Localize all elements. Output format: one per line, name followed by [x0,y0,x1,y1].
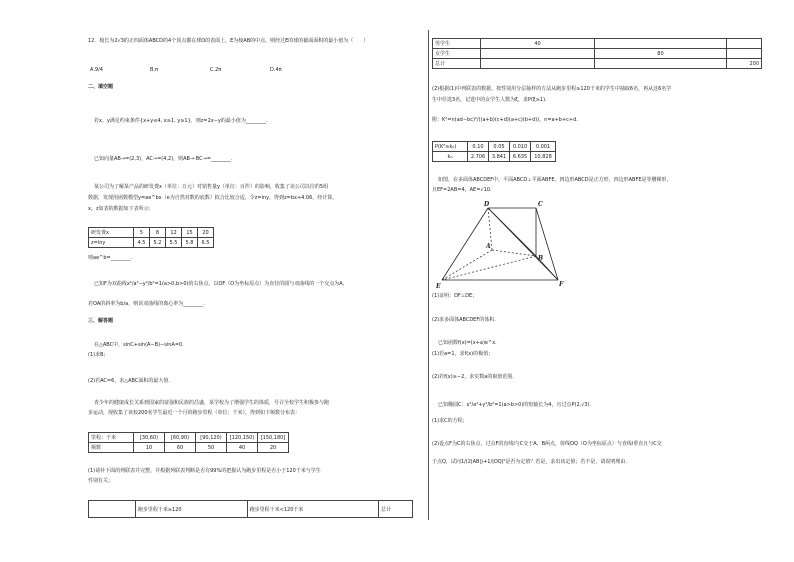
table-cell: 5.8 [182,238,198,248]
table-cell: 研发费x [89,228,134,238]
contingency-table-header [88,500,413,518]
table-cell [594,59,727,69]
question-21: 已知椭圆C：x²/a²+y²/b²=1(a>b>0)的短轴长为4，且过点P(2,√3). [438,402,592,408]
table-cell: 跑步里程千米≥120 [135,501,247,518]
table-cell: 6.635 [510,152,531,162]
question-15-line1: 某公司为了解某产品的研发费x（单位：万元）对销售量y（单位：百件）的影响，收集了该公司以往的5组 [94,184,329,190]
table-row [89,228,214,238]
option-c: C.2π [210,67,222,73]
question-13: 若x、y满足约束条件{x+y≤4, x≥1, y≥1}，则z=2x−y的最小值为________. [94,118,268,124]
table-row [433,59,762,69]
table-row [433,39,762,49]
label-c: C [538,201,543,208]
label-f: F [559,281,564,288]
column-divider [428,30,429,520]
section-solve: 三、解答题 [88,318,114,324]
table-cell: 200 [727,59,762,69]
option-b: B.π [150,67,159,73]
question-19-part1: (1)证明：DF⊥DE； [432,293,478,299]
edge-db [488,208,536,256]
table-cell: 0.10 [468,142,489,152]
question-18-line2: 步运动，现收集了该校200名学生最近一个月的跑步里程（单位：千米），得到如下频数分布表： [88,410,301,416]
question-16-line1: 已知F为双曲线x²/a²−y²/b²=1(a>0,b>0)的右焦点，以OF（O为坐标原点）为直径的圆与双曲线的一个交点为A， [94,281,348,287]
contingency-table-body [432,38,762,69]
question-20: 已知函数f(x)=(x+a)e^x. [438,340,497,346]
table-row [89,238,214,248]
question-17-part1: (1)求B； [88,352,109,358]
table-cell: 10.828 [531,152,556,162]
table-cell: 8 [150,228,166,238]
edge-ae [442,250,492,280]
edge-be [442,256,536,280]
polyhedron-figure [436,198,566,290]
table-cell [727,39,762,49]
table-row [89,433,289,443]
table-cell: z=lny [89,238,134,248]
section-fill-blank: 二、填空题 [88,84,114,90]
question-17-part2: (2)若AC=6，求△ABC面积的最大值. [88,378,170,384]
table-cell [481,49,594,59]
table-cell: 20 [198,228,214,238]
table-cell [727,49,762,59]
critical-value-table [432,141,556,162]
table-cell: [30,60) [134,433,165,443]
question-18-line1: 青少年的健康成长关系到国家的富强和民族的昌盛，某学校为了增强学生的体质，号召全校学生积极参与跑 [94,400,330,406]
question-18-part1-line2: 性别有关； [88,478,114,484]
table-cell: 3.841 [489,152,510,162]
table-cell: 40 [227,443,258,453]
option-a: A.9/4 [90,67,103,73]
right-column [432,0,772,562]
question-14: 已知向量AB→=(2,3)，AC→=(4,2)，则AB→·BC→=________. [94,156,233,162]
question-15-line2: 数据，发现用函数模型y=ae^bx（e为自然对数的底数）拟合比较合适，令z=lny，得到z=bx+4.06，经计算， [88,195,338,201]
label-b: B [538,255,544,262]
option-d: D.4π [270,67,282,73]
table-cell: 4.5 [134,238,150,248]
table-cell: 总计 [378,501,412,518]
label-d: D [484,201,490,208]
question-21-part1: (1)求C的方程； [432,418,468,424]
question-18-part1-line1: (1)请补下面的列联表并完整，并根据列联表判断是否有99%的把握认为跑步里程是否小于120千米与学生 [88,468,321,474]
table-cell [594,39,727,49]
table-cell: 40 [481,39,594,49]
table-cell: 跑步里程千米<120千米 [247,501,378,518]
question-15-line3: x，z如表的数据如下表所示： [88,206,154,212]
question-21-part2-line2: 于点Q，试问1/(2|AB|)+1/|OQ|²是否为定值？若是，求出该定值；若不是，请说明理由. [432,459,627,465]
question-20-part2: (2)若f(x)≥−2，求实数a的取值范围. [432,374,514,380]
question-19-part2: (2)求多面体ABCDEF的体积. [432,317,496,323]
edge-de [442,208,488,280]
table-row [433,49,762,59]
table-cell: [90,120) [196,433,227,443]
label-e: E [436,283,441,290]
question-12: 12．棱长为2√3的正四面体ABCD的4个顶点都在球O的表面上，E为棱AB的中点，则经过E的球的截面面积的最小值为（ ） [88,38,369,44]
question-18-part2-line1: (2)根据(1)中列联表的数据，按性别用分层抽样的方法从跑步里程≥120千米的学生中抽取6名，再从这6名学 [432,86,672,92]
table-cell: [150,180] [258,433,289,443]
table-cell: 0.05 [489,142,510,152]
table-cell: 50 [196,443,227,453]
question-18-part2-line2: 生中任选3名，记选中的女学生人数为ξ，求P(ξ≥1). [432,97,547,103]
table-cell: 80 [594,49,727,59]
table-cell: 总计 [433,59,481,69]
question-19-line2: 且EF=2AB=4，AE=√10. [432,187,492,193]
table-cell [481,59,594,69]
question-20-part1: (1)若a=1，求f(x)的极值； [432,351,494,357]
table-cell: 10 [134,443,165,453]
table-cell: 60 [165,443,196,453]
table-row [89,501,413,518]
table-cell: [60,90) [165,433,196,443]
frequency-table [88,432,289,453]
table-cell: 频数 [89,443,134,453]
table-cell: 6.5 [198,238,214,248]
table-cell: 0.001 [531,142,556,152]
label-a: A [486,243,491,250]
table-row [89,443,289,453]
question-16-line2: 若OA的斜率为b/a，则该双曲线的离心率为________. [88,301,205,307]
table-cell: 男学生 [433,39,481,49]
question-19-line1: 如图，在多面体ABCDEF中，平面ABCD⊥平面ABFE，四边形ABCD是正方形，四边形ABFE是等腰梯形， [438,177,672,183]
table-cell: 女学生 [433,49,481,59]
table-cell: 12 [166,228,182,238]
left-column [88,0,424,562]
chi-square-formula: 附：K²=n(ad−bc)²/((a+b)(c+d)(a+c)(b+d))，n=a+b+c+d. [432,117,578,123]
table-row [433,142,556,152]
table-cell: 5.5 [166,238,182,248]
table-15 [88,227,214,248]
table-cell: 2.706 [468,152,489,162]
table-cell [89,501,136,518]
table-cell: 里程：千米 [89,433,134,443]
table-cell: 0.010 [510,142,531,152]
question-17: 在△ABC中，sinC+sin(A−B)−sinA=0. [94,342,184,348]
table-cell: 15 [182,228,198,238]
table-cell: 20 [258,443,289,453]
table-row [433,152,556,162]
table-cell: k₀ [433,152,468,162]
table-cell: 5 [134,228,150,238]
question-15-answer: 则ae^b=________. [88,255,133,261]
question-21-part2-line1: (2)设点F为C的右焦点，过点F的直线l与C交于A、B两点，射线OQ（O为坐标原点）与直线l垂直且与C交 [432,441,662,447]
table-cell: [120,150) [227,433,258,443]
table-cell: P(K²≥k₀) [433,142,468,152]
table-cell: 5.2 [150,238,166,248]
